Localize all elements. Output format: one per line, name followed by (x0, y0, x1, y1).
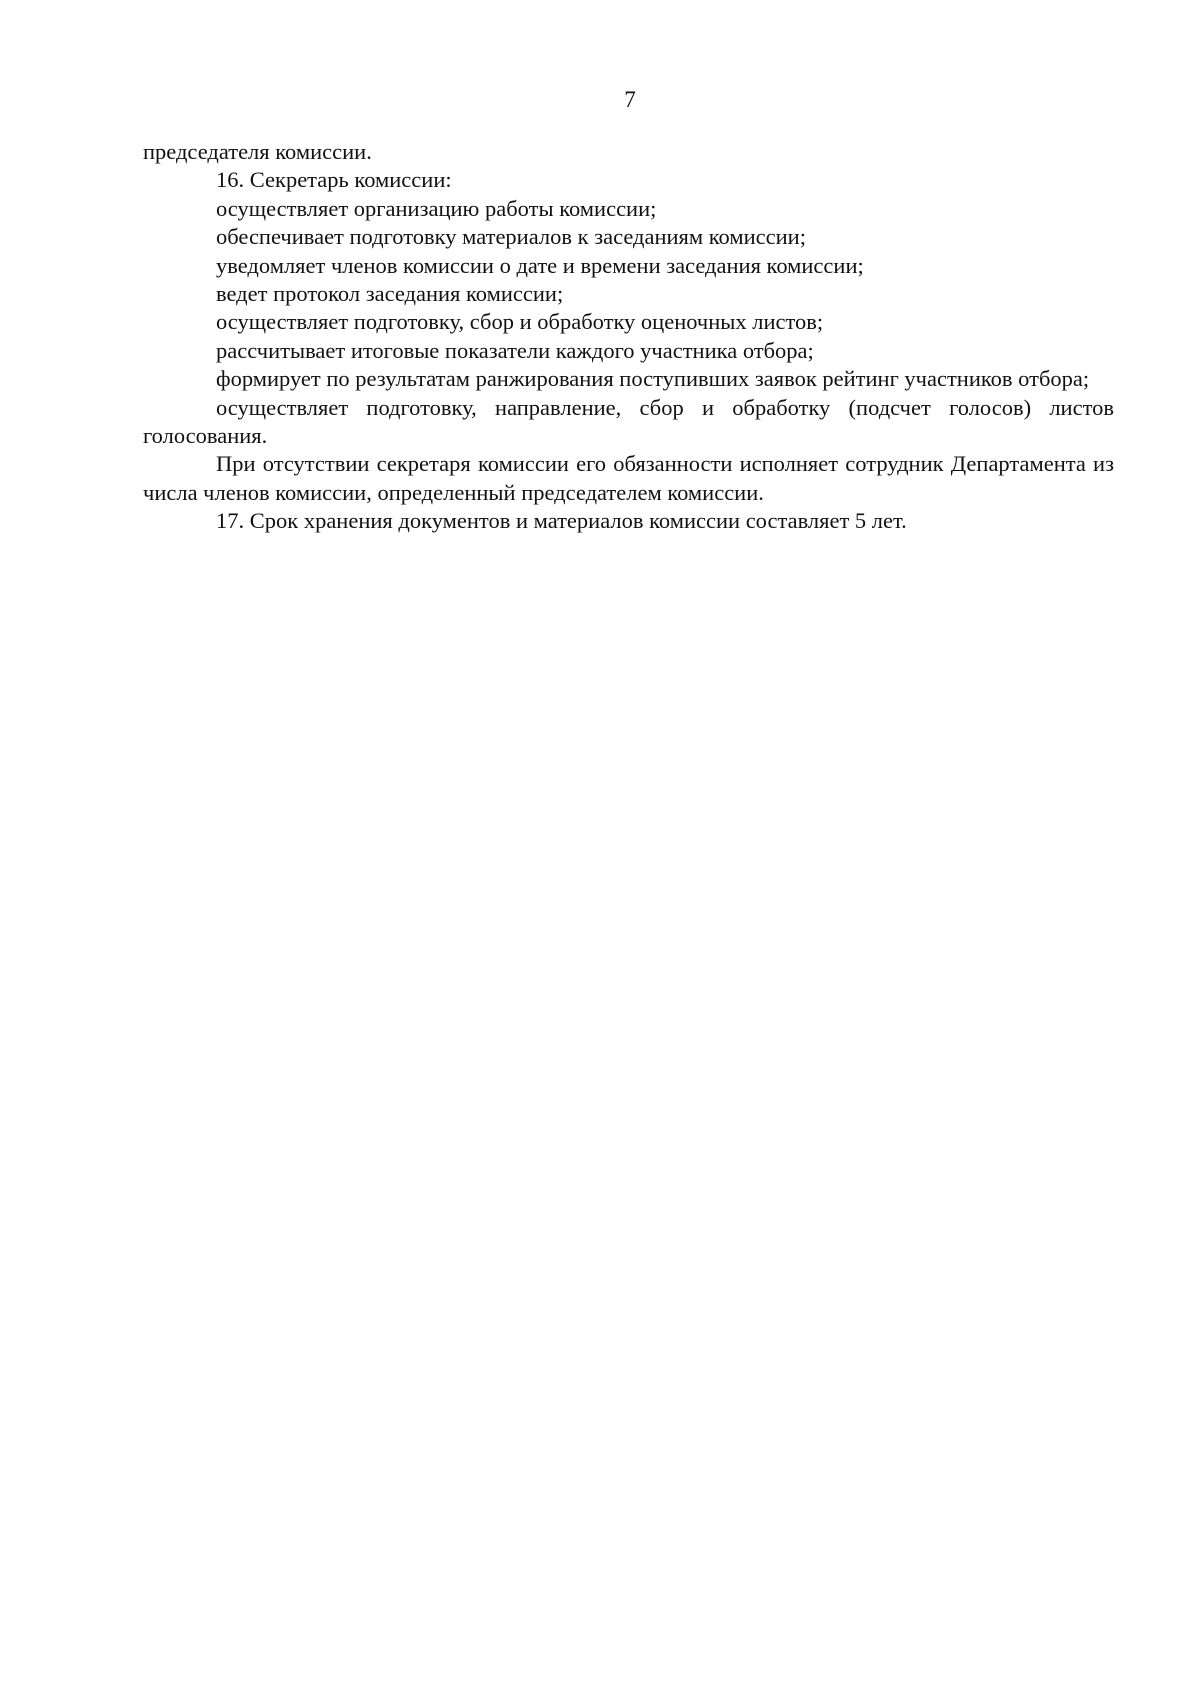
paragraph-item-16-heading: 16. Секретарь комиссии: (216, 167, 452, 193)
paragraph-secretary-absence: При отсутствии секретаря комиссии его обязанности исполняет сотрудник Департамента из числа членов комиссии, определенный председателем комиссии. (143, 451, 1114, 505)
paragraph-item-17-retention: 17. Срок хранения документов и материалов комиссии составляет 5 лет. (216, 508, 907, 534)
paragraph-duty-rating: формирует по результатам ранжирования поступивших заявок рейтинг участников отбора; (216, 366, 1090, 392)
paragraph-duty-evaluation-sheets: осуществляет подготовку, сбор и обработку оценочных листов; (216, 309, 824, 335)
paragraph-continuation: председателя комиссии. (143, 139, 372, 164)
paragraph-duty-notification: уведомляет членов комиссии о дате и времени заседания комиссии; (216, 252, 864, 278)
page-number: 7 (624, 87, 636, 112)
paragraph-duty-organization: осуществляет организацию работы комиссии; (216, 195, 657, 221)
paragraph-duty-final-indicators: рассчитывает итоговые показатели каждого участника отбора; (216, 337, 814, 363)
paragraph-duty-materials: обеспечивает подготовку материалов к заседаниям комиссии; (216, 224, 806, 250)
paragraph-duty-minutes: ведет протокол заседания комиссии; (216, 281, 564, 307)
paragraph-duty-voting-sheets: осуществляет подготовку, направление, сбор и обработку (подсчет голосов) листов голосования. (143, 394, 1114, 449)
document-body (143, 138, 1114, 536)
